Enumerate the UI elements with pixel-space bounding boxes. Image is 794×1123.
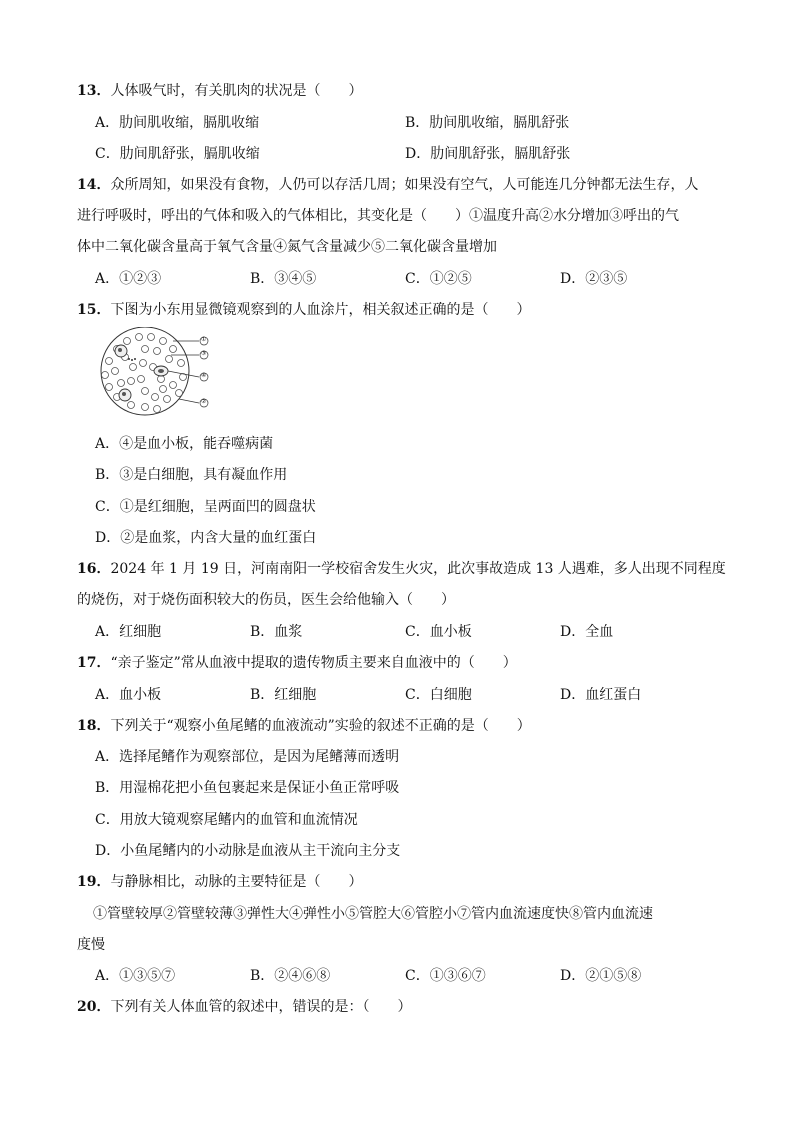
question-number: 18． xyxy=(77,718,111,734)
option-b: B．用湿棉花把小鱼包裹起来是保证小鱼正常呼吸 xyxy=(95,780,400,796)
blood-smear-illustration xyxy=(95,327,215,417)
option-d: D．肋间肌舒张，膈肌舒张 xyxy=(405,146,571,162)
question-stem-line2: 的烧伤，对于烧伤面积较大的伤员，医生会给他输入（ ） xyxy=(77,592,455,608)
question-stem-line2: 进行呼吸时，呼出的气体和吸入的气体相比，其变化是（ ）①温度升高②水分增加③呼出的气 xyxy=(77,208,679,224)
option-d: D．②是血浆，内含大量的血红蛋白 xyxy=(95,530,317,546)
question-stem: 下列有关人体血管的叙述中，错误的是：（ ） xyxy=(110,999,412,1015)
option-b: B．血浆 xyxy=(250,624,303,640)
question-19 xyxy=(77,872,362,892)
question-number: 20． xyxy=(77,999,111,1015)
question-stem-line1: 2024 年 1 月 19 日，河南南阳一学校宿舍发生火灾，此次事故造成 13 人遇难，多人出现不同程度 xyxy=(110,561,726,577)
question-stem: 下列关于“观察小鱼尾鳍的血液流动”实验的叙述不正确的是（ ） xyxy=(110,718,531,734)
question-number: 14． xyxy=(77,177,111,193)
question-stem: 人体吸气时，有关肌肉的状况是（ ） xyxy=(110,83,363,99)
question-15 xyxy=(77,300,530,320)
option-a: A．红细胞 xyxy=(95,624,162,640)
option-d: D．②③⑤ xyxy=(560,271,628,287)
figure-label-2: ② xyxy=(201,398,207,405)
figure-label-3: ③ xyxy=(201,350,207,357)
blood-smear-figure xyxy=(95,327,215,417)
option-a: A．血小板 xyxy=(95,687,162,703)
figure-label-1: ① xyxy=(201,336,207,343)
question-13 xyxy=(77,81,362,101)
option-d: D．小鱼尾鳍内的小动脉是血液从主干流向主分支 xyxy=(95,843,401,859)
option-a: A．①③⑤⑦ xyxy=(95,968,176,984)
option-d: D．血红蛋白 xyxy=(560,687,642,703)
question-number: 16． xyxy=(77,561,111,577)
question-items-line2: 度慢 xyxy=(77,937,105,953)
option-c: C．①②⑤ xyxy=(405,271,472,287)
option-a: A．选择尾鳍作为观察部位，是因为尾鳍薄而透明 xyxy=(95,749,400,765)
question-17 xyxy=(77,653,517,673)
option-c: C．肋间肌舒张，膈肌收缩 xyxy=(95,146,260,162)
question-stem: “亲子鉴定”常从血液中提取的遗传物质主要来自血液中的（ ） xyxy=(110,655,517,671)
question-20 xyxy=(77,997,411,1017)
question-stem: 与静脉相比，动脉的主要特征是（ ） xyxy=(110,874,363,890)
question-18 xyxy=(77,716,531,736)
option-c: C．血小板 xyxy=(405,624,472,640)
question-stem-line1: 众所周知，如果没有食物，人仍可以存活几周；如果没有空气，人可能连几分钟都无法生存，人 xyxy=(110,177,699,193)
option-c: C．①③⑥⑦ xyxy=(405,968,486,984)
option-d: D．②①⑤⑧ xyxy=(560,968,642,984)
option-a: A．④是血小板，能吞噬病菌 xyxy=(95,436,274,452)
option-b: B．肋间肌收缩，膈肌舒张 xyxy=(405,115,570,131)
option-b: B．③是白细胞，具有凝血作用 xyxy=(95,467,288,483)
question-16 xyxy=(77,559,726,579)
question-number: 13． xyxy=(77,83,111,99)
option-b: B．红细胞 xyxy=(250,687,317,703)
option-a: A．肋间肌收缩，膈肌收缩 xyxy=(95,115,260,131)
option-c: C．①是红细胞，呈两面凹的圆盘状 xyxy=(95,499,316,515)
question-stem-line3: 体中二氧化碳含量高于氧气含量④氮气含量减少⑤二氧化碳含量增加 xyxy=(77,239,497,255)
question-number: 15． xyxy=(77,302,111,318)
question-stem: 下图为小东用显微镜观察到的人血涂片，相关叙述正确的是（ ） xyxy=(110,302,531,318)
question-number: 19． xyxy=(77,874,111,890)
option-a: A．①②③ xyxy=(95,271,162,287)
option-b: B．③④⑤ xyxy=(250,271,317,287)
question-number: 17． xyxy=(77,655,111,671)
option-b: B．②④⑥⑧ xyxy=(250,968,331,984)
option-d: D．全血 xyxy=(560,624,614,640)
option-c: C．用放大镜观察尾鳍内的血管和血流情况 xyxy=(95,812,358,828)
figure-label-4: ④ xyxy=(201,372,207,379)
question-14 xyxy=(77,175,698,195)
option-c: C．白细胞 xyxy=(405,687,472,703)
question-items-line1: ①管壁较厚②管壁较薄③弹性大④弹性小⑤管腔大⑥管腔小⑦管内血流速度快⑧管内血流速 xyxy=(93,906,653,922)
